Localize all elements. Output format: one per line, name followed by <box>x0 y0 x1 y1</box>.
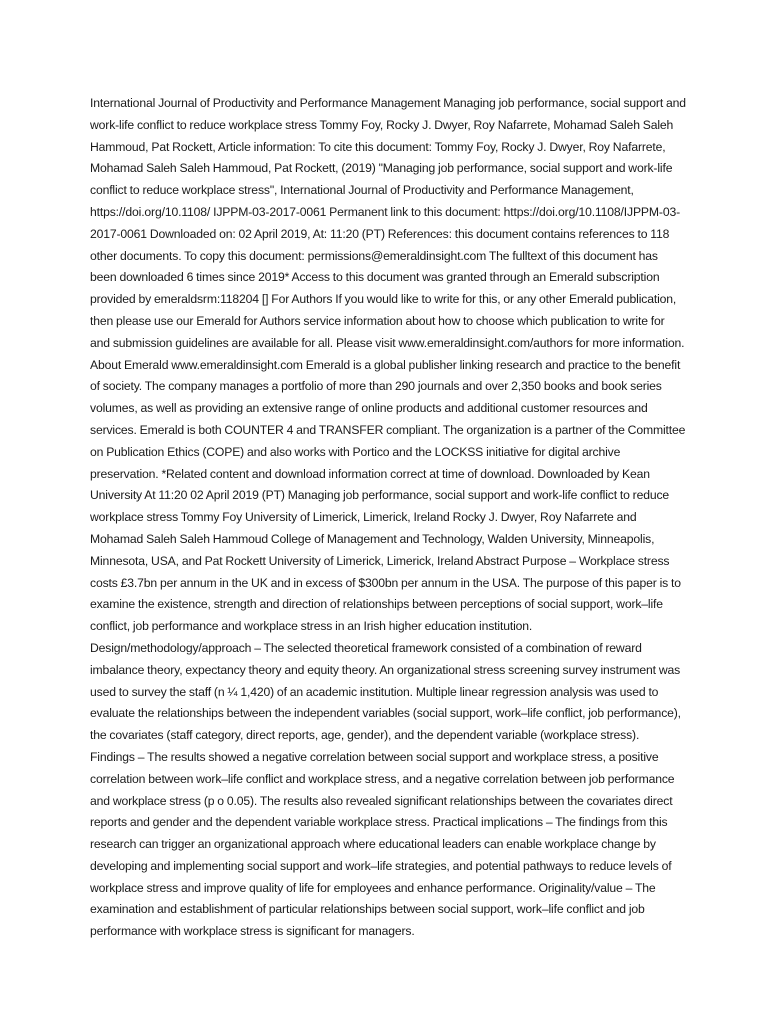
document-body-text: International Journal of Productivity and Performance Management Managing job performance, social support and work-life conflict to reduce workplace stress Tommy Foy, Rocky J. Dwyer, Roy Nafarrete, Mohamad Saleh Saleh Hammoud, Pat Rockett, Article information: To cite this document: Tommy Foy, Rocky J. Dwyer, Roy Nafarrete, Mohamad Saleh Saleh Hammoud, Pat Rockett, (2019) "Managing job performance, social support and work-life conflict to reduce workplace stress", International Journal of Productivity and Performance Management, https://doi.org/10.1108/ IJPPM-03-2017-0061 Permanent link to this document: https://doi.org/10.1108/IJPPM-03-2017-0061 Downloaded on: 02 April 2019, At: 11:20 (PT) References: this document contains references to 118 other documents. To copy this document: permissions@emeraldinsight.com The fulltext of this document has been downloaded 6 times since 2019* Access to this document was granted through an Emerald subscription provided by emeraldsrm:118204 [] For Authors If you would like to write for this, or any other Emerald publication, then please use our Emerald for Authors service information about how to choose which publication to write for and submission guidelines are available for all. Please visit www.emeraldinsight.com/authors for more information. About Emerald www.emeraldinsight.com Emerald is a global publisher linking research and practice to the benefit of society. The company manages a portfolio of more than 290 journals and over 2,350 books and book series volumes, as well as providing an extensive range of online products and additional customer resources and services. Emerald is both COUNTER 4 and TRANSFER compliant. The organization is a partner of the Committee on Publication Ethics (COPE) and also works with Portico and the LOCKSS initiative for digital archive preservation. *Related content and download information correct at time of download. Downloaded by Kean University At 11:20 02 April 2019 (PT) Managing job performance, social support and work-life conflict to reduce workplace stress Tommy Foy University of Limerick, Limerick, Ireland Rocky J. Dwyer, Roy Nafarrete and Mohamad Saleh Saleh Hammoud College of Management and Technology, Walden University, Minneapolis, Minnesota, USA, and Pat Rockett University of Limerick, Limerick, Ireland Abstract Purpose – Workplace stress costs £3.7bn per annum in the UK and in excess of $300bn per annum in the USA. The purpose of this paper is to examine the existence, strength and direction of relationships between perceptions of social support, work–life conflict, job performance and workplace stress in an Irish higher education institution. Design/methodology/approach – The selected theoretical framework consisted of a combination of reward imbalance theory, expectancy theory and equity theory. An organizational stress screening survey instrument was used to survey the staff (n ¼ 1,420) of an academic institution. Multiple linear regression analysis was used to evaluate the relationships between the independent variables (social support, work–life conflict, job performance), the covariates (staff category, direct reports, age, gender), and the dependent variable (workplace stress). Findings – The results showed a negative correlation between social support and workplace stress, a positive correlation between work–life conflict and workplace stress, and a negative correlation between job performance and workplace stress (p o 0.05). The results also revealed significant relationships between the covariates direct reports and gender and the dependent variable workplace stress. Practical implications – The findings from this research can trigger an organizational approach where educational leaders can enable workplace change by developing and implementing social support and work–life strategies, and potential pathways to reduce levels of workplace stress and improve quality of life for employees and enhance performance. Originality/value – The examination and establishment of particular relationships between social support, work–life conflict and job performance with workplace stress is significant for managers. <box>90 96 686 939</box>
document-page <box>90 93 686 943</box>
